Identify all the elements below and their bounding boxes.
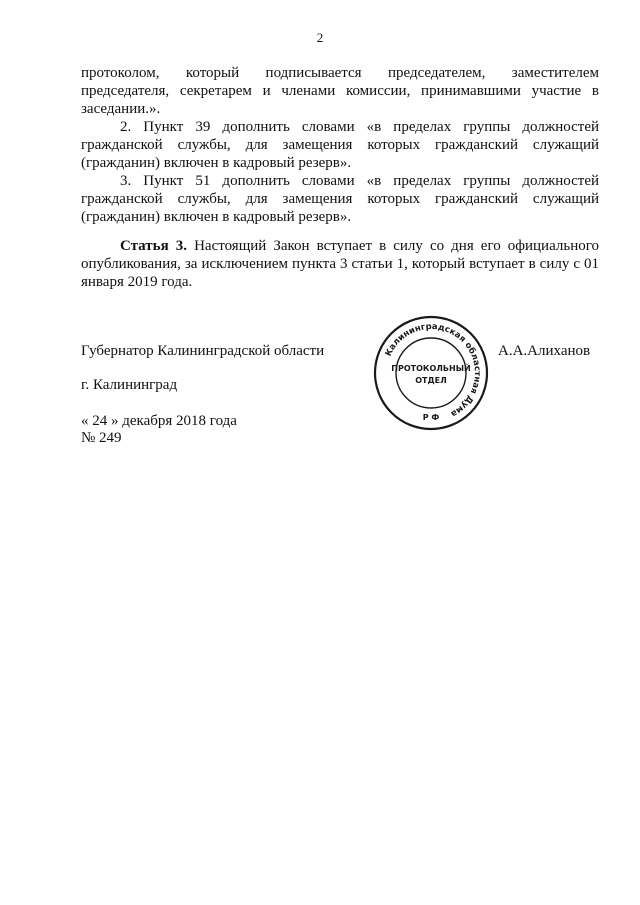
paragraph-item-2: 2. Пункт 39 дополнить словами «в пределах группы должностей гражданской службы, для замещения которых гражданский служащий (гражданин) включен в кадровый резерв». bbox=[81, 119, 599, 171]
stamp-bottom-text: Р Ф bbox=[422, 413, 440, 422]
stamp-ring-text: Калининградская областная Дума bbox=[383, 321, 483, 419]
article-3-lead: Статья 3. bbox=[120, 238, 188, 254]
paragraph-item-3: 3. Пункт 51 дополнить словами «в пределах группы должностей гражданской службы, для замещения которых гражданский служащий (гражданин) включен в кадровый резерв». bbox=[81, 173, 599, 225]
law-number: № 249 bbox=[81, 430, 122, 446]
signatory-position: Губернатор Калининградской области bbox=[81, 343, 325, 359]
article-3-text: Настоящий Закон вступает в силу со дня его официального опубликования, за исключением пункта 3 статьи 1, который вступает в силу с 01 января 2019 года. bbox=[81, 238, 599, 290]
signatory-name: А.А.Алиханов bbox=[498, 343, 591, 359]
article-3 bbox=[81, 237, 599, 291]
paragraph-continuation: протоколом, который подписывается председателем, заместителем председателя, секретарем и членами комиссии, принимавшими участие в заседании.». bbox=[81, 65, 599, 117]
stamp-center-line2: ОТДЕЛ bbox=[415, 376, 447, 385]
signing-city: г. Калининград bbox=[81, 377, 178, 393]
official-stamp bbox=[371, 313, 491, 433]
page-number: 2 bbox=[316, 30, 324, 45]
stamp-center-line1: ПРОТОКОЛЬНЫЙ bbox=[391, 364, 471, 373]
signing-date: « 24 » декабря 2018 года bbox=[81, 413, 237, 429]
